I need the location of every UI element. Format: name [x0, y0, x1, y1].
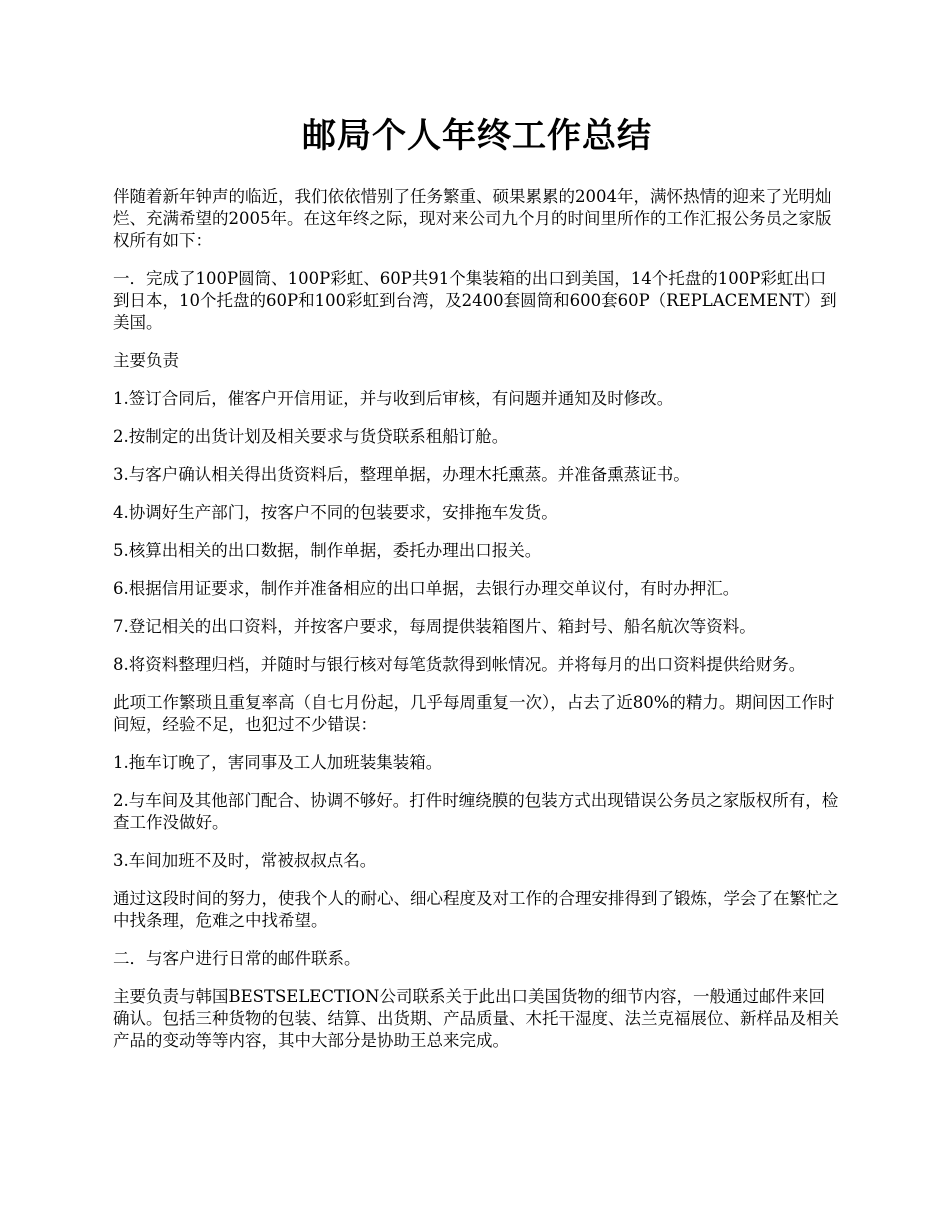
- mistake-item-1: 1.拖车订晚了，害同事及工人加班装集装箱。: [113, 753, 443, 772]
- duty-item-8: 8.将资料整理归档，并随时与银行核对每笔货款得到帐情况。并将每月的出口资料提供给财务。: [113, 655, 806, 674]
- intro-paragraph: 伴随着新年钟声的临近，我们依依惜别了任务繁重、硕果累累的2004年，满怀热情的迎来了光明灿烂、充满希望的2005年。在这年终之际，现对来公司九个月的时间里所作的工作汇报公务员之家版权所有如下：: [113, 187, 832, 250]
- duty-item-2: 2.按制定的出货计划及相关要求与货贷联系租船订舱。: [113, 427, 509, 446]
- duty-item-1: 1.签订合同后，催客户开信用证，并与收到后审核，有问题并通知及时修改。: [113, 389, 674, 408]
- workload-paragraph: 此项工作繁琐且重复率高（自七月份起，几乎每周重复一次），占去了近80%的精力。期间因工作时间短，经验不足，也犯过不少错误：: [113, 693, 835, 734]
- duty-item-3: 3.与客户确认相关得出货资料后，整理单据，办理木托熏蒸。并准备熏蒸证书。: [113, 465, 690, 484]
- document-title: 邮局个人年终工作总结: [302, 116, 652, 156]
- duty-item-5: 5.核算出相关的出口数据，制作单据，委托办理出口报关。: [113, 541, 542, 560]
- duty-item-6: 6.根据信用证要求，制作并准备相应的出口单据，去银行办理交单议付，有时办押汇。: [113, 579, 740, 598]
- mistake-item-3: 3.车间加班不及时，常被叔叔点名。: [113, 851, 377, 870]
- section-one-paragraph: 一．完成了100P圆筒、100P彩虹、60P共91个集装箱的出口到美国，14个托盘的100P彩虹出口到日本，10个托盘的60P和100彩虹到台湾，及2400套圆筒和600套60P（REPLACEMENT）到美国。: [113, 269, 837, 332]
- reflection-paragraph: 通过这段时间的努力，使我个人的耐心、细心程度及对工作的合理安排得到了锻炼，学会了在繁忙之中找条理，危难之中找希望。: [113, 889, 839, 930]
- duty-item-4: 4.协调好生产部门，按客户不同的包装要求，安排拖车发货。: [113, 503, 558, 522]
- main-duties-heading: 主要负责: [113, 351, 179, 370]
- section-two-paragraph: 主要负责与韩国BESTSELECTION公司联系关于此出口美国货物的细节内容，一般通过邮件来回确认。包括三种货物的包装、结算、出货期、产品质量、木托干湿度、法兰克福展位、新样品及相关产品的变动等等内容，其中大部分是协助王总来完成。: [113, 987, 839, 1050]
- mistake-item-2: 2.与车间及其他部门配合、协调不够好。打件时缠绕膜的包装方式出现错误公务员之家版权所有，检查工作没做好。: [113, 791, 839, 832]
- duty-item-7: 7.登记相关的出口资料，并按客户要求，每周提供装箱图片、箱封号、船名航次等资料。: [113, 617, 756, 636]
- document-page: [113, 112, 841, 1068]
- section-two-heading: 二．与客户进行日常的邮件联系。: [113, 949, 361, 968]
